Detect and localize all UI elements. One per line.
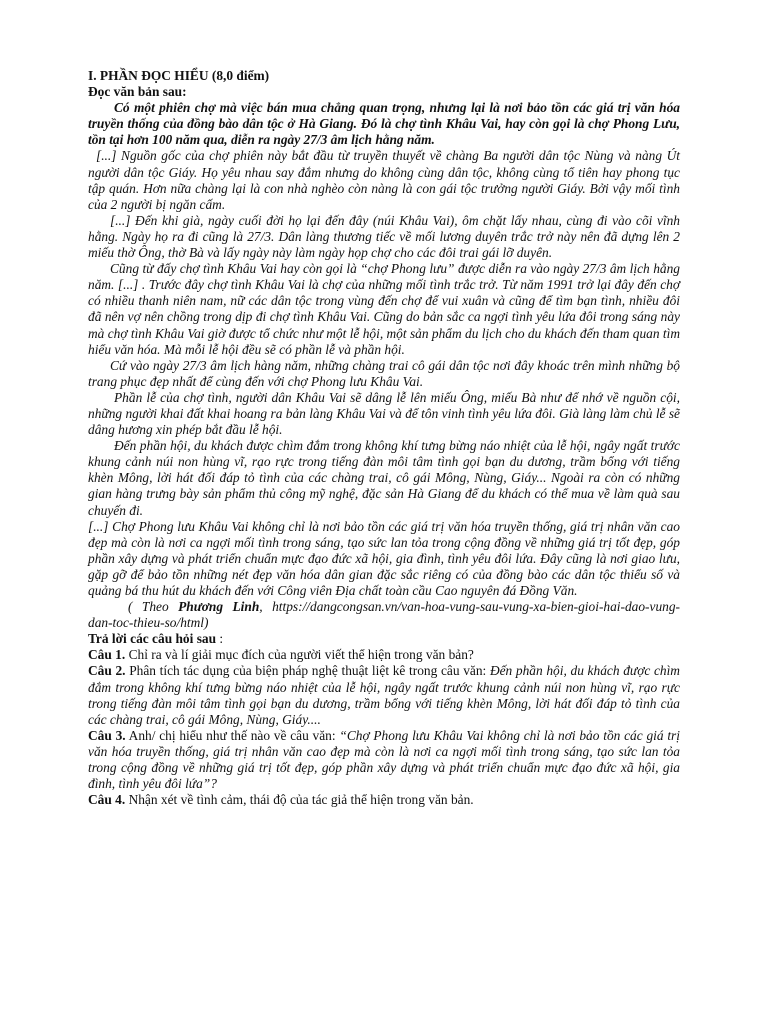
source-author: Phương Linh [178,599,260,615]
passage-paragraph: Đến phần hội, du khách được chìm đắm trong không khí tưng bừng náo nhiệt của lễ hội, ngây ngất trước khung cảnh núi non hùng vĩ, rạo rực trong tiếng đàn môi tâm tình gọi bạn du dương, trầm bổng với tiếng khèn Mông, lời hát đối đáp tỏ tình của các chàng trai, cô gái Mông, Nùng, Giáy... Ngoài ra còn có những gian hàng trưng bày sản phẩm thủ công mỹ nghệ, đặc sản Hà Giang để du khách có thể mua về làm quà sau chuyến đi. [88,438,680,518]
question-quote: Đến phần hội, du khách được chìm đắm trong không khí tưng bừng náo nhiệt của lễ hội, ngây ngất trước khung cảnh núi non hùng vĩ, rạo rực trong tiếng đàn môi tâm tình gọi bạn du dương, trầm bổng với tiếng khèn Mông, lời hát đối đáp tỏ tình của các chàng trai, cô gái Mông, Nùng, Giáy.... [88,663,680,727]
passage-paragraph: [...] Đến khi già, ngày cuối đời họ lại đến đây (núi Khâu Vai), ôm chặt lấy nhau, cùng đi vào cõi vĩnh hằng. Ngày họ ra đi cũng là 27/3. Dân làng thương tiếc về mối lương duyên trắc trở này nên đã dựng lên 2 miếu thờ Ông, thờ Bà và lấy ngày này làm ngày họp chợ cho các đôi trai gái lỡ duyên. [88,212,680,261]
question-text: Phân tích tác dụng của biện pháp nghệ thuật liệt kê trong câu văn: [125,663,490,679]
source-citation [88,599,680,631]
source-link: , https://dangcongsan.vn/van-hoa-vung-sau-vung-xa-bien-gioi-hai-dao-vung-dan-toc-thieu-so/html) [88,599,681,631]
question-label: Câu 3. [88,727,126,743]
passage-paragraph: Cứ vào ngày 27/3 âm lịch hàng năm, những chàng trai cô gái dân tộc nơi đây khoác trên mình những bộ trang phục đẹp nhất để cùng đến với chợ Phong lưu Khâu Vai. [88,357,680,389]
question-text: Anh/ chị hiểu như thế nào về câu văn: [125,727,340,743]
document-page [88,68,680,808]
passage-paragraph: Cũng từ đấy chợ tình Khâu Vai hay còn gọi là “chợ Phong lưu” được diễn ra vào ngày 27/3 âm lịch hằng năm. [...] . Trước đây chợ tình Khâu Vai là chợ của những mối tình trắc trở. Từ năm 1991 trở lại đây đến chợ có nhiều thanh niên nam, nữ các dân tộc trong vùng đến chợ để vui xuân và cũng để tìm bạn tình, nhiều đôi đã nên vợ nên chồng trong dịp đi chợ tình Khâu Vai. Cũng do bản sắc ca ngợi tình yêu lứa đôi trong sáng này mà chợ tình Khâu Vai giờ được tổ chức như một lễ hội, một sản phẩm du lịch cho du khách đến tham quan tìm hiểu văn hóa. Mà mỗi lễ hội đều sẽ có phần lễ và phần hội. [88,261,680,357]
section-title: I. PHẦN ĐỌC HIỂU (8,0 điểm) [88,68,270,83]
questions-heading: Trả lời các câu hỏi sau : [88,631,224,647]
question-label: Câu 2. [88,663,126,679]
question-text: Chỉ ra và lí giải mục đích của người viết thể hiện trong văn bản? [125,647,474,663]
passage-paragraph: [...] Chợ Phong lưu Khâu Vai không chỉ là nơi bảo tồn các giá trị văn hóa truyền thống, giá trị nhân văn cao đẹp mà còn là nơi ca ngợi mối tình trong sáng, tạo sức lan tỏa trong cộng đồng về những giá trị tốt đẹp, góp phần xây dựng và phát triển chuẩn mực đạo đức xã hội, gia đình, tình yêu đôi lứa. Đây cũng là nơi giao lưu, gặp gỡ để bảo tồn những nét đẹp văn hóa dân gian đặc sắc riêng có của đồng bào các dân tộc thiểu số và quảng bá thu hút du khách đến với Công viên Địa chất toàn cầu Cao nguyên đá Đồng Văn. [88,518,680,598]
question-item [88,792,680,808]
question-quote: “Chợ Phong lưu Khâu Vai không chỉ là nơi bảo tồn các giá trị văn hóa truyền thống, giá trị nhân văn cao đẹp mà còn là nơi ca ngợi mối tình trong sáng, tạo sức lan tỏa trong cộng đồng về những giá trị tốt đẹp, góp phần xây dựng và phát triển chuẩn mực đạo đức xã hội, gia đình, tình yêu đôi lứa” [88,727,680,792]
reading-instruction: Đọc văn bản sau: [88,84,187,100]
passage-paragraph: Phần lễ của chợ tình, người dân Khâu Vai sẽ dâng lễ lên miếu Ông, miếu Bà như để nhớ về nguồn cội, những người khai đất khai hoang ra bản làng Khâu Vai và để tôn vinh tình yêu lứa đôi. Già làng làm chủ lễ sẽ dâng hương xin phép bắt đầu lễ hội. [88,389,680,438]
question-label: Câu 4. [88,792,126,808]
question-label: Câu 1. [88,647,126,663]
passage-paragraph: [...] Nguồn gốc của chợ phiên này bắt đầu từ truyền thuyết về chàng Ba người dân tộc Nùng và nàng Út người dân tộc Giáy. Họ yêu nhau say đắm nhưng do không cùng dân tộc, không cùng tổ tiên hay phong tục tập quán. Hơn nữa chàng lại là con nhà nghèo còn nàng là con gái tộc trưởng người Giáy. Bởi vậy mối tình của 2 người bị ngăn cấm. [88,148,680,212]
question-item [88,647,680,663]
source-prefix: ( Theo [128,599,179,615]
question-tail: ? [210,776,217,792]
question-text: Nhận xét về tình cảm, thái độ của tác giả thể hiện trong văn bản. [125,792,474,808]
question-item [88,728,680,792]
question-item [88,663,680,727]
intro-paragraph: Có một phiên chợ mà việc bán mua chẳng quan trọng, nhưng lại là nơi bảo tồn các giá trị văn hóa truyền thống của đồng bào dân tộc ở Hà Giang. Đó là chợ tình Khâu Vai, hay còn gọi là chợ Phong Lưu, tồn tại hơn 100 năm qua, diễn ra ngày 27/3 âm lịch hằng năm. [88,100,680,148]
